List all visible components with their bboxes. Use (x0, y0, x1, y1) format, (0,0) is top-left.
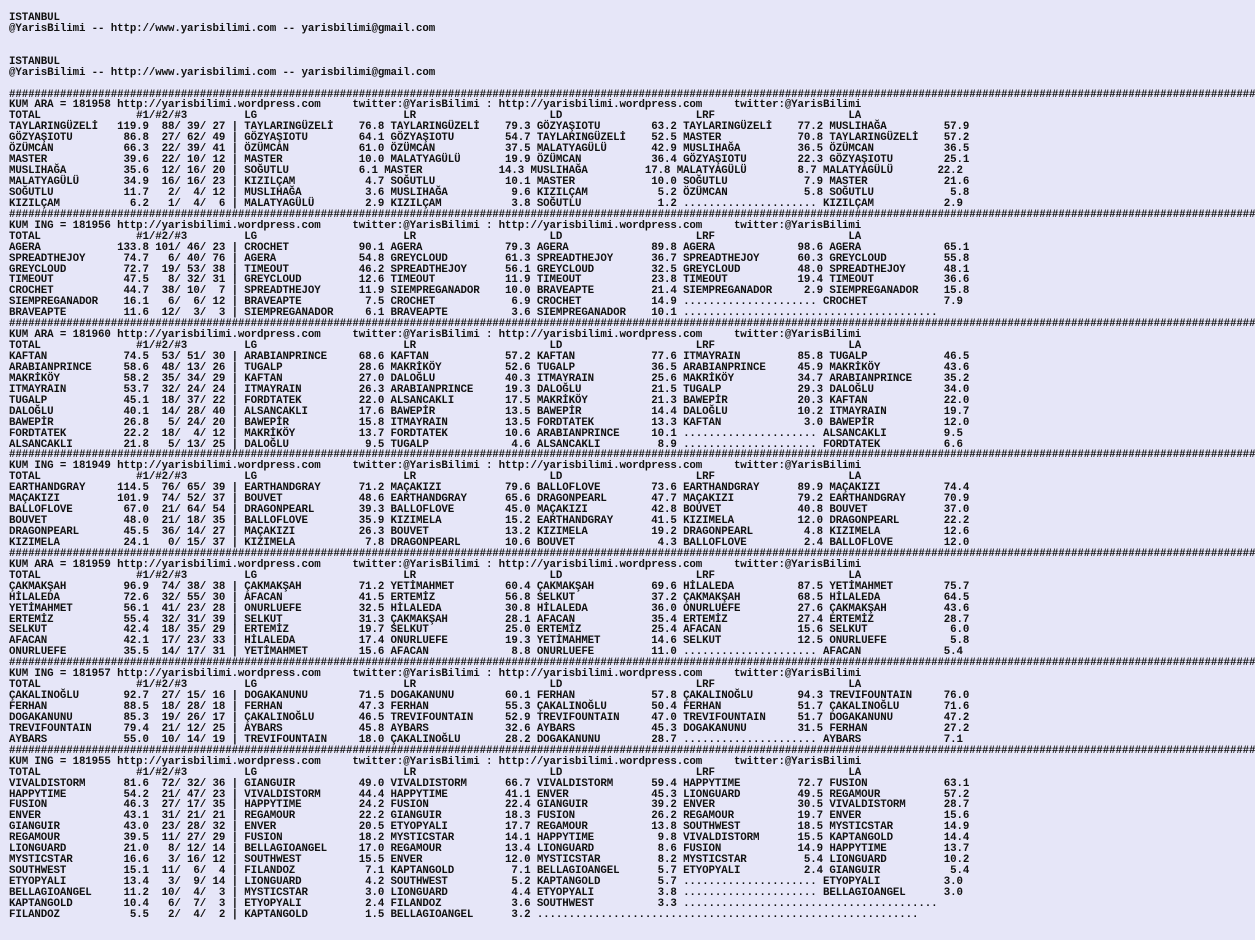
report-line: TUGALP 45.1 18/ 37/ 22 | FORDTATEK 22.0 ALSANCAKLI 17.5 MAKRİKÖY 21.3 BAWEPİR 20.3 KAFTAN 22.0 (9, 394, 970, 407)
report-line: #################################################################################################################################################################################################### (9, 449, 1255, 462)
report-line: YETİMAHMET 56.1 41/ 23/ 28 | ONURLUEFE 32.5 HİLALEDA 30.8 HİLALEDA 36.0 ONURLUEFE 27.6 ÇAKMAKŞAH 43.6 (9, 602, 970, 615)
report-line: MALATYAGÜLÜ 34.9 16/ 16/ 23 | KIZILÇAM 4.7 SOĞUTLU 10.1 MASTER 10.0 SOĞUTLU 7.9 MASTER 21.6 (9, 176, 970, 188)
race-report-text (9, 2, 1255, 921)
report-line: DOGAKANUNU 85.3 19/ 26/ 17 | ÇAKALINOĞLU 46.5 TREVIFOUNTAIN 52.9 TREVIFOUNTAIN 47.0 TREVIFOUNTAIN 51.7 DOGAKANUNU 47.2 (9, 711, 970, 724)
report-line: #################################################################################################################################################################################################### (9, 88, 1255, 101)
report-line: ÇAKMAKŞAH 96.9 74/ 38/ 38 | ÇAKMAKŞAH 71.2 YETİMAHMET 60.4 ÇAKMAKŞAH 69.6 HİLALEDA 87.5 YETİMAHMET 75.7 (9, 580, 970, 593)
report-line: CROCHET 44.7 38/ 10/ 7 | SPREADTHEJOY 11.9 SIEMPREGANADOR 10.0 BRAVEAPTE 21.4 SIEMPREGANADOR 2.9 SIEMPREGANADOR 15.8 (9, 285, 970, 298)
report-line: SPREADTHEJOY 74.7 6/ 40/ 76 | AGERA 54.8 GREYCLOUD 61.3 SPREADTHEJOY 36.7 SPREADTHEJOY 60.3 GREYCLOUD 55.8 (9, 252, 970, 265)
report-line: #################################################################################################################################################################################################### (9, 744, 1255, 757)
report-line: @YarisBilimi -- http://www.yarisbilimi.com -- yarisbilimi@gmail.com (9, 66, 436, 79)
report-line: ÇAKALINOĞLU 92.7 27/ 15/ 16 | DOGAKANUNU 71.5 DOGAKANUNU 60.1 FERHAN 57.8 ÇAKALINOĞLU 94.3 TREVIFOUNTAIN 76.0 (9, 690, 970, 703)
report-line: REGAMOUR 39.5 11/ 27/ 29 | FUSION 18.2 MYSTICSTAR 14.1 HAPPYTIME 9.8 VIVALDISTORM 15.5 KAPTANGOLD 14.4 (9, 832, 970, 845)
report-line: MAÇAKIZI 101.9 74/ 52/ 37 | BOUVET 48.6 EARTHANDGRAY 65.6 DRAGONPEARL 47.7 MAÇAKIZI 79.2 EARTHANDGRAY 70.9 (9, 493, 970, 506)
report-line: BRAVEAPTE 11.6 12/ 3/ 3 | SIEMPREGANADOR 6.1 BRAVEAPTE 3.6 SIEMPREGANADOR 10.1 ........................................ (9, 307, 938, 320)
report-line (9, 2, 1255, 13)
report-line: KIZILÇAM 6.2 1/ 4/ 6 | MALATYAGÜLÜ 2.9 KIZILÇAM 3.8 SOĞUTLU 1.2 ..................... KIZILÇAM 2.9 (9, 197, 963, 210)
report-line: KUM ING = 181956 http://yarisbilimi.wordpress.com twitter:@YarisBilimi : http://yarisbilimi.wordpress.com twitter:@YarisBilimi (9, 219, 862, 232)
report-line: TIMEOUT 47.5 8/ 32/ 31 | GREYCLOUD 12.6 TIMEOUT 11.9 TIMEOUT 23.8 TIMEOUT 19.4 TIMEOUT 36.6 (9, 274, 970, 287)
report-line: GÖZYAŞIOTU 86.8 27/ 62/ 49 | GÖZYAŞIOTU 64.1 GÖZYAŞIOTU 54.7 TAYLARINGÜZELİ 52.5 MASTER 70.8 TAYLARINGÜZELİ 57.2 (9, 132, 970, 145)
report-line: KUM ING = 181957 http://yarisbilimi.wordpress.com twitter:@YarisBilimi : http://yarisbilimi.wordpress.com twitter:@YarisBilimi (9, 668, 862, 681)
report-line: BALLOFLOVE 67.0 21/ 64/ 54 | DRAGONPEARL 39.3 BALLOFLOVE 45.0 MAÇAKIZI 42.8 BOUVET 40.8 BOUVET 37.0 (9, 504, 970, 517)
report-line: ÖZÜMCAN 66.3 22/ 39/ 41 | ÖZÜMCAN 61.0 ÖZÜMCAN 37.5 MALATYAGÜLÜ 42.9 MUSLIHAĞA 36.5 ÖZÜMCAN 36.5 (9, 143, 970, 156)
report-line: MASTER 39.6 22/ 10/ 12 | MASTER 10.0 MALATYAGÜLÜ 19.9 ÖZÜMCAN 36.4 GÖZYAŞIOTU 22.3 GÖZYAŞIOTU 25.1 (9, 154, 970, 167)
report-line: AFACAN 42.1 17/ 23/ 33 | HİLALEDA 17.4 ONURLUEFE 19.3 YETİMAHMET 14.6 SELKUT 12.5 ONURLUEFE 5.8 (9, 635, 970, 648)
report-line: ONURLUEFE 35.5 14/ 17/ 31 | YETİMAHMET 15.6 AFACAN 8.8 ONURLUEFE 11.0 ..................... AFACAN 5.4 (9, 646, 963, 659)
report-line: ALSANCAKLI 21.8 5/ 13/ 25 | DALOĞLU 9.5 TUGALP 4.6 ALSANCAKLI 8.9 ..................... FORDTATEK 6.6 (9, 438, 963, 451)
report-line: ERTEMİZ 55.4 32/ 31/ 39 | SELKUT 31.3 ÇAKMAKŞAH 28.1 AFACAN 35.4 ERTEMİZ 27.4 ERTEMİZ 28.7 (9, 613, 970, 626)
report-line: HİLALEDA 72.6 32/ 55/ 30 | AFACAN 41.5 ERTEMİZ 56.8 SELKUT 37.2 ÇAKMAKŞAH 68.5 HİLALEDA 64.5 (9, 591, 970, 604)
report-line: AGERA 133.8 101/ 46/ 23 | CROCHET 90.1 AGERA 79.3 AGERA 89.8 AGERA 98.6 AGERA 65.1 (9, 241, 970, 254)
report-line: TOTAL #1/#2/#3 LG LR LD LRF LA (9, 230, 862, 243)
report-line: TOTAL #1/#2/#3 LG LR LD LRF LA (9, 110, 862, 123)
report-line: DRAGONPEARL 45.5 36/ 14/ 27 | MAÇAKIZI 26.3 BOUVET 13.2 KIZIMELA 19.2 DRAGONPEARL 4.8 KIZIMELA 12.6 (9, 526, 970, 538)
report-line: KUM ING = 181949 http://yarisbilimi.wordpress.com twitter:@YarisBilimi : http://yarisbilimi.wordpress.com twitter:@YarisBilimi (9, 460, 862, 473)
report-line: EARTHANDGRAY 114.5 76/ 65/ 39 | EARTHANDGRAY 71.2 MAÇAKIZI 79.6 BALLOFLOVE 73.6 EARTHANDGRAY 89.9 MAÇAKIZI 74.4 (9, 482, 970, 495)
report-line: TAYLARINGÜZELİ 119.9 88/ 39/ 27 | TAYLARINGÜZELİ 76.8 TAYLARINGÜZELİ 79.3 GÖZYAŞIOTU 63.2 TAYLARINGÜZELİ 77.2 MUSLIHAĞA 57.9 (9, 121, 970, 134)
report-line: #################################################################################################################################################################################################### (9, 208, 1255, 221)
report-line: KUM ARA = 181958 http://yarisbilimi.wordpress.com twitter:@YarisBilimi : http://yarisbilimi.wordpress.com twitter:@YarisBilimi (9, 99, 862, 112)
report-line: ISTANBUL (9, 55, 60, 68)
report-line: FERHAN 88.5 18/ 28/ 18 | FERHAN 47.3 FERHAN 55.3 ÇAKALINOĞLU 50.4 FERHAN 51.7 ÇAKALINOĞLU 71.6 (9, 701, 970, 713)
report-line: SIEMPREGANADOR 16.1 6/ 6/ 12 | BRAVEAPTE 7.5 CROCHET 6.9 CROCHET 14.9 ..................... CROCHET 7.9 (9, 296, 963, 309)
report-line: SELKUT 42.4 18/ 35/ 29 | ERTEMİZ 19.7 SELKUT 25.0 ERTEMİZ 25.4 AFACAN 15.6 SELKUT 6.0 (9, 624, 970, 637)
report-line: BAWEPİR 26.8 5/ 24/ 20 | BAWEPİR 15.8 ITMAYRAIN 13.5 FORDTATEK 13.3 KAFTAN 3.0 BAWEPİR 12.0 (9, 416, 970, 429)
report-line: FORDTATEK 22.2 18/ 4/ 12 | MAKRİKÖY 13.7 FORDTATEK 10.6 ARABIANPRINCE 10.1 ..................... ALSANCAKLI 9.5 (9, 427, 963, 440)
report-line: AYBARS 55.0 10/ 14/ 19 | TREVIFOUNTAIN 18.0 ÇAKALINOĞLU 28.2 DOGAKANUNU 28.7 ..................... AYBARS 7.1 (9, 733, 963, 746)
report-line: #################################################################################################################################################################################################### (9, 657, 1255, 670)
report-line: GIANGUIR 43.0 23/ 28/ 32 | ENVER 20.5 ETYOPYALI 17.7 REGAMOUR 13.8 SOUTHWEST 18.5 MYSTICSTAR 14.9 (9, 821, 970, 834)
report-line: VIVALDISTORM 81.6 72/ 32/ 36 | GIANGUIR 49.0 VIVALDISTORM 66.7 VIVALDISTORM 59.4 HAPPYTIME 72.7 FUSION 63.1 (9, 777, 970, 790)
report-line: ISTANBUL (9, 11, 60, 24)
report-line: HAPPYTIME 54.2 21/ 47/ 23 | VIVALDISTORM 44.4 HAPPYTIME 41.1 ENVER 45.3 LIONGUARD 49.5 REGAMOUR 57.2 (9, 788, 970, 801)
report-line (9, 46, 1255, 57)
report-line: DALOĞLU 40.1 14/ 28/ 40 | ALSANCAKLI 17.6 BAWEPİR 13.5 BAWEPİR 14.4 DALOĞLU 10.2 ITMAYRAIN 19.7 (9, 405, 970, 418)
report-line (9, 35, 1255, 46)
report-line: ENVER 43.1 31/ 21/ 21 | REGAMOUR 22.2 GIANGUIR 18.3 FUSION 26.2 REGAMOUR 19.7 ENVER 15.6 (9, 810, 970, 823)
report-line: KAFTAN 74.5 53/ 51/ 30 | ARABIANPRINCE 68.6 KAFTAN 57.2 KAFTAN 77.6 ITMAYRAIN 85.8 TUGALP 46.5 (9, 351, 970, 363)
report-line: MUSLIHAĞA 35.6 12/ 16/ 20 | SOĞUTLU 6.1 MASTER 14.3 MUSLIHAĞA 17.8 MALATYAGÜLÜ 8.7 MALATYAGÜLÜ 22.2 (9, 165, 963, 178)
report-line: TOTAL #1/#2/#3 LG LR LD LRF LA (9, 569, 862, 582)
report-line: MYSTICSTAR 16.6 3/ 16/ 12 | SOUTHWEST 15.5 ENVER 12.0 MYSTICSTAR 8.2 MYSTICSTAR 5.4 LIONGUARD 10.2 (9, 854, 970, 867)
report-line: FILANDOZ 5.5 2/ 4/ 2 | KAPTANGOLD 1.5 BELLAGIOANGEL 3.2 ............................................................ (9, 908, 919, 921)
report-line: LIONGUARD 21.0 8/ 12/ 14 | BELLAGIOANGEL 17.0 REGAMOUR 13.4 LIONGUARD 8.6 FUSION 14.9 HAPPYTIME 13.7 (9, 843, 970, 856)
report-line: SOUTHWEST 15.1 11/ 6/ 4 | FILANDOZ 7.1 KAPTANGOLD 7.1 BELLAGIOANGEL 5.7 ETYOPYALI 2.4 GIANGUIR 5.4 (9, 865, 970, 878)
report-line: KUM ARA = 181959 http://yarisbilimi.wordpress.com twitter:@YarisBilimi : http://yarisbilimi.wordpress.com twitter:@YarisBilimi (9, 558, 862, 571)
report-line: SOĞUTLU 11.7 2/ 4/ 12 | MUSLIHAĞA 3.6 MUSLIHAĞA 9.6 KIZILÇAM 5.2 ÖZÜMCAN 5.8 SOĞUTLU 5.8 (9, 186, 970, 199)
report-line: #################################################################################################################################################################################################### (9, 318, 1255, 331)
report-line: KIZIMELA 24.1 0/ 15/ 37 | KIZIMELA 7.8 DRAGONPEARL 10.6 BOUVET 4.3 BALLOFLOVE 2.4 BALLOFLOVE 12.0 (9, 536, 970, 549)
report-line: TOTAL #1/#2/#3 LG LR LD LRF LA (9, 679, 862, 692)
report-line: FUSION 46.3 27/ 17/ 35 | HAPPYTIME 24.2 FUSION 22.4 GIANGUIR 39.2 ENVER 30.5 VIVALDISTORM 28.7 (9, 799, 970, 812)
report-line: ARABIANPRINCE 58.6 48/ 13/ 26 | TUGALP 28.6 MAKRİKÖY 52.6 TUGALP 36.5 ARABIANPRINCE 45.9 MAKRİKÖY 43.6 (9, 361, 970, 374)
report-line: GREYCLOUD 72.7 19/ 53/ 38 | TIMEOUT 46.2 SPREADTHEJOY 56.1 GREYCLOUD 32.5 GREYCLOUD 48.0 SPREADTHEJOY 48.1 (9, 263, 970, 276)
report-line: TOTAL #1/#2/#3 LG LR LD LRF LA (9, 766, 862, 779)
report-line: KAPTANGOLD 10.4 6/ 7/ 3 | ETYOPYALI 2.4 FILANDOZ 3.6 SOUTHWEST 3.3 ........................................ (9, 897, 938, 910)
report-line (9, 79, 1255, 90)
report-line: TREVIFOUNTAIN 79.4 21/ 12/ 25 | AYBARS 45.8 AYBARS 32.6 AYBARS 45.3 DOGAKANUNU 31.5 FERHAN 27.2 (9, 722, 970, 735)
report-line: KUM ING = 181955 http://yarisbilimi.wordpress.com twitter:@YarisBilimi : http://yarisbilimi.wordpress.com twitter:@YarisBilimi (9, 755, 862, 768)
report-line: #################################################################################################################################################################################################### (9, 547, 1255, 560)
report-line: TOTAL #1/#2/#3 LG LR LD LRF LA (9, 340, 862, 353)
report-line: BELLAGIOANGEL 11.2 10/ 4/ 3 | MYSTICSTAR 3.0 LIONGUARD 4.4 ETYOPYALI 3.8 ..................... BELLAGIOANGEL 3.0 (9, 886, 963, 899)
report-line: MAKRİKÖY 58.2 35/ 34/ 29 | KAFTAN 27.0 DALOĞLU 40.3 ITMAYRAIN 25.6 MAKRİKÖY 34.7 ARABIANPRINCE 35.2 (9, 372, 970, 385)
report-line: KUM ARA = 181960 http://yarisbilimi.wordpress.com twitter:@YarisBilimi : http://yarisbilimi.wordpress.com twitter:@YarisBilimi (9, 329, 862, 342)
report-line: ETYOPYALI 13.4 3/ 9/ 14 | LIONGUARD 4.2 SOUTHWEST 5.2 KAPTANGOLD 5.7 ..................... ETYOPYALI 3.0 (9, 876, 963, 888)
report-line: ITMAYRAIN 53.7 32/ 24/ 24 | ITMAYRAIN 26.3 ARABIANPRINCE 19.3 DALOĞLU 21.5 TUGALP 29.3 DALOĞLU 34.0 (9, 383, 970, 396)
report-line: BOUVET 48.0 21/ 18/ 35 | BALLOFLOVE 35.9 KIZIMELA 15.2 EARTHANDGRAY 41.5 KIZIMELA 12.0 DRAGONPEARL 22.2 (9, 515, 970, 528)
report-line: @YarisBilimi -- http://www.yarisbilimi.com -- yarisbilimi@gmail.com (9, 22, 436, 35)
report-line: TOTAL #1/#2/#3 LG LR LD LRF LA (9, 471, 862, 484)
